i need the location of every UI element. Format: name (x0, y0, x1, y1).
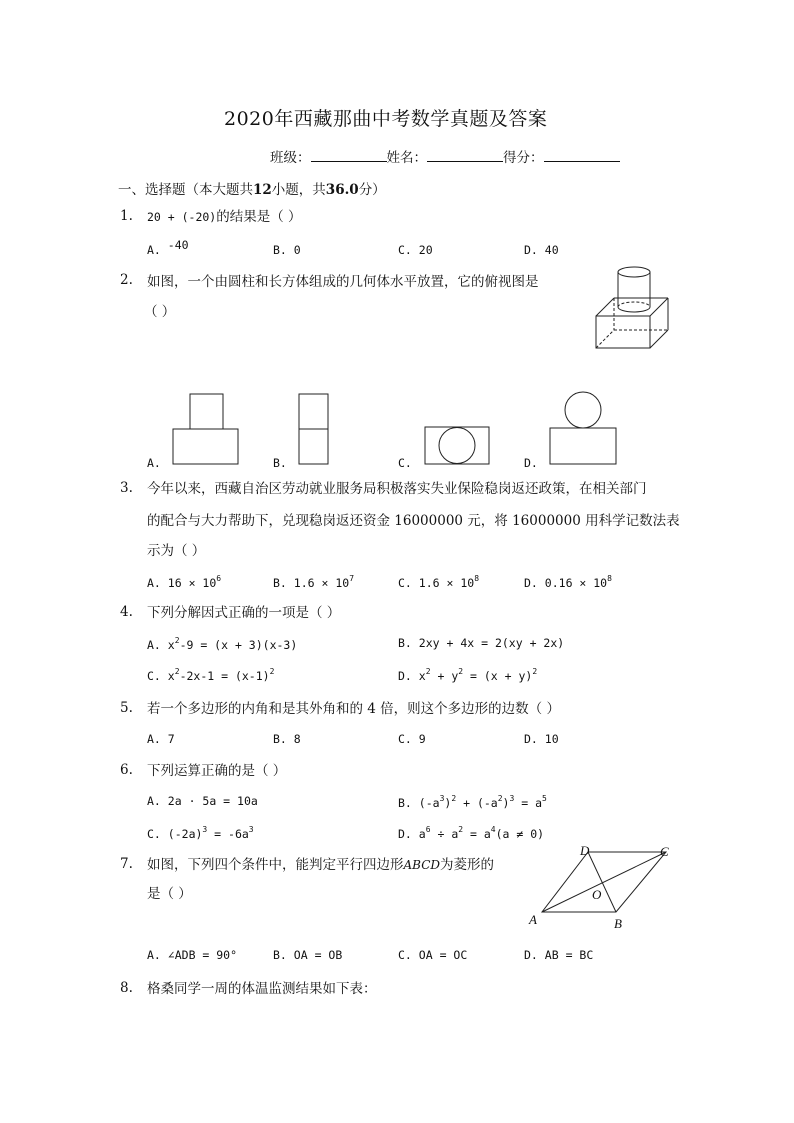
q2-stem-paren: （ ） (144, 304, 176, 320)
q6-option-d[interactable]: D. $a^6 \div a^2 = a^4(a \ne 0)$ (398, 825, 545, 841)
q1-number: 1. (120, 208, 133, 224)
q7-number: 7. (120, 856, 133, 872)
q8-stem: 格桑同学一周的体温监测结果如下表： (147, 981, 377, 997)
q2-stem: 如图，一个由圆柱和长方体组成的几何体水平放置，它的俯视图是 (147, 274, 539, 290)
q3-line-3: 示为（ ） (147, 543, 206, 559)
q6-option-b[interactable]: B. $(-a^3)^2 + (-a^2)^3 = a^5$ (398, 794, 547, 810)
q7-label-a: A (529, 912, 537, 927)
q3-option-b[interactable]: B. $1.6 \times 10^7$ (273, 574, 355, 590)
q5-option-b[interactable]: B. 8 (273, 732, 301, 746)
q1-option-b[interactable]: B. 0 (273, 243, 301, 257)
q5-option-c[interactable]: C. 9 (398, 732, 426, 746)
q1-stem (147, 205, 302, 225)
q1-expression: 20 + (-20) (147, 210, 217, 224)
q7-label-c: C (660, 844, 669, 859)
q2-option-c-figure[interactable] (424, 426, 490, 466)
q2-option-a-figure[interactable] (172, 393, 240, 465)
q7-stem-line-2: 是（ ） (147, 886, 192, 902)
q7-stem (147, 853, 494, 873)
q2-option-d-figure[interactable] (549, 391, 617, 466)
section-heading (118, 178, 386, 198)
name-blank[interactable] (427, 149, 503, 162)
q4-option-d[interactable]: D. $x^2 + y^2 = (x + y)^2$ (398, 667, 538, 683)
class-label: 班级： (270, 150, 311, 166)
q4-option-c[interactable]: C. $x^2-2x-1 = (x-1)^2$ (147, 667, 275, 683)
q2-option-d-label[interactable]: D. (524, 456, 538, 470)
q7-parallelogram-figure (528, 842, 678, 932)
q4-number: 4. (120, 604, 133, 620)
q2-option-a-label[interactable]: A. (147, 456, 161, 470)
q3-option-d[interactable]: D. $0.16 \times 10^8$ (524, 574, 612, 590)
q7-stem-abcd: ABCD (403, 858, 441, 872)
score-label: 得分： (503, 150, 544, 166)
section-count: 12 (253, 182, 272, 198)
q7-option-d[interactable]: D. AB = BC (524, 948, 594, 962)
q4-option-b[interactable]: B. 2xy + 4x = 2(xy + 2x) (398, 636, 565, 650)
q3-line-2: 的配合与大力帮助下，兑现稳岗返还资金 16000000 元，将 16000000 用科学记数法表 (147, 513, 680, 529)
q5-option-a[interactable]: A. 7 (147, 732, 175, 746)
q7-label-o: O (592, 887, 602, 902)
info-line (270, 146, 620, 166)
q1-option-c[interactable]: C. 20 (398, 243, 433, 257)
q7-option-b[interactable]: B. OA = OB (273, 948, 343, 962)
q7-stem-end: 为菱形的 (440, 857, 495, 873)
q6-stem: 下列运算正确的是（ ） (147, 763, 287, 779)
q5-stem: 若一个多边形的内角和是其外角和的 4 倍，则这个多边形的边数（ ） (147, 701, 560, 717)
section-points: 36.0 (325, 182, 359, 198)
page-title: 2020年西藏那曲中考数学真题及答案 (224, 108, 548, 130)
q3-line-1: 今年以来，西藏自治区劳动就业服务局积极落实失业保险稳岗返还政策，在相关部门 (147, 481, 647, 497)
q3-option-a[interactable]: A. $16 \times 10^6$ (147, 574, 222, 590)
section-prefix: 一、选择题（本大题共 (118, 182, 253, 198)
q3-option-c[interactable]: C. $1.6 \times 10^8$ (398, 574, 480, 590)
section-mid: 小题，共 (271, 182, 326, 198)
q5-number: 5. (120, 700, 133, 716)
q7-label-d: D (580, 843, 590, 858)
q2-option-c-label[interactable]: C. (398, 456, 412, 470)
q6-option-a[interactable]: A. 2a · 5a = 10a (147, 794, 258, 808)
q2-number: 2. (120, 272, 133, 288)
q7-option-a[interactable]: A. ∠ADB = 90° (147, 948, 238, 962)
q1-option-d[interactable]: D. 40 (524, 243, 559, 257)
q4-option-a[interactable]: A. $x^2-9 = (x + 3)(x-3)$ (147, 636, 298, 652)
q1-stem-text: 的结果是（ ） (216, 209, 302, 225)
class-blank[interactable] (311, 149, 387, 162)
q7-label-b: B (614, 916, 622, 931)
score-blank[interactable] (544, 149, 620, 162)
q1-option-a[interactable]: A. -40 (147, 238, 189, 257)
q8-number: 8. (120, 980, 133, 996)
section-suffix: 分） (358, 182, 386, 198)
name-label: 姓名： (386, 150, 427, 166)
q2-option-b-figure[interactable] (298, 393, 330, 465)
q4-stem: 下列分解因式正确的一项是（ ） (147, 605, 341, 621)
q6-option-c[interactable]: C. $(-2a)^3 = -6a^3$ (147, 825, 254, 841)
q5-option-d[interactable]: D. 10 (524, 732, 559, 746)
q3-number: 3. (120, 480, 133, 496)
q7-option-c[interactable]: C. OA = OC (398, 948, 468, 962)
q2-option-b-label[interactable]: B. (273, 456, 287, 470)
q6-number: 6. (120, 762, 133, 778)
q2-solid-figure (590, 262, 675, 354)
q7-stem-text: 如图，下列四个条件中，能判定平行四边形 (147, 857, 404, 873)
